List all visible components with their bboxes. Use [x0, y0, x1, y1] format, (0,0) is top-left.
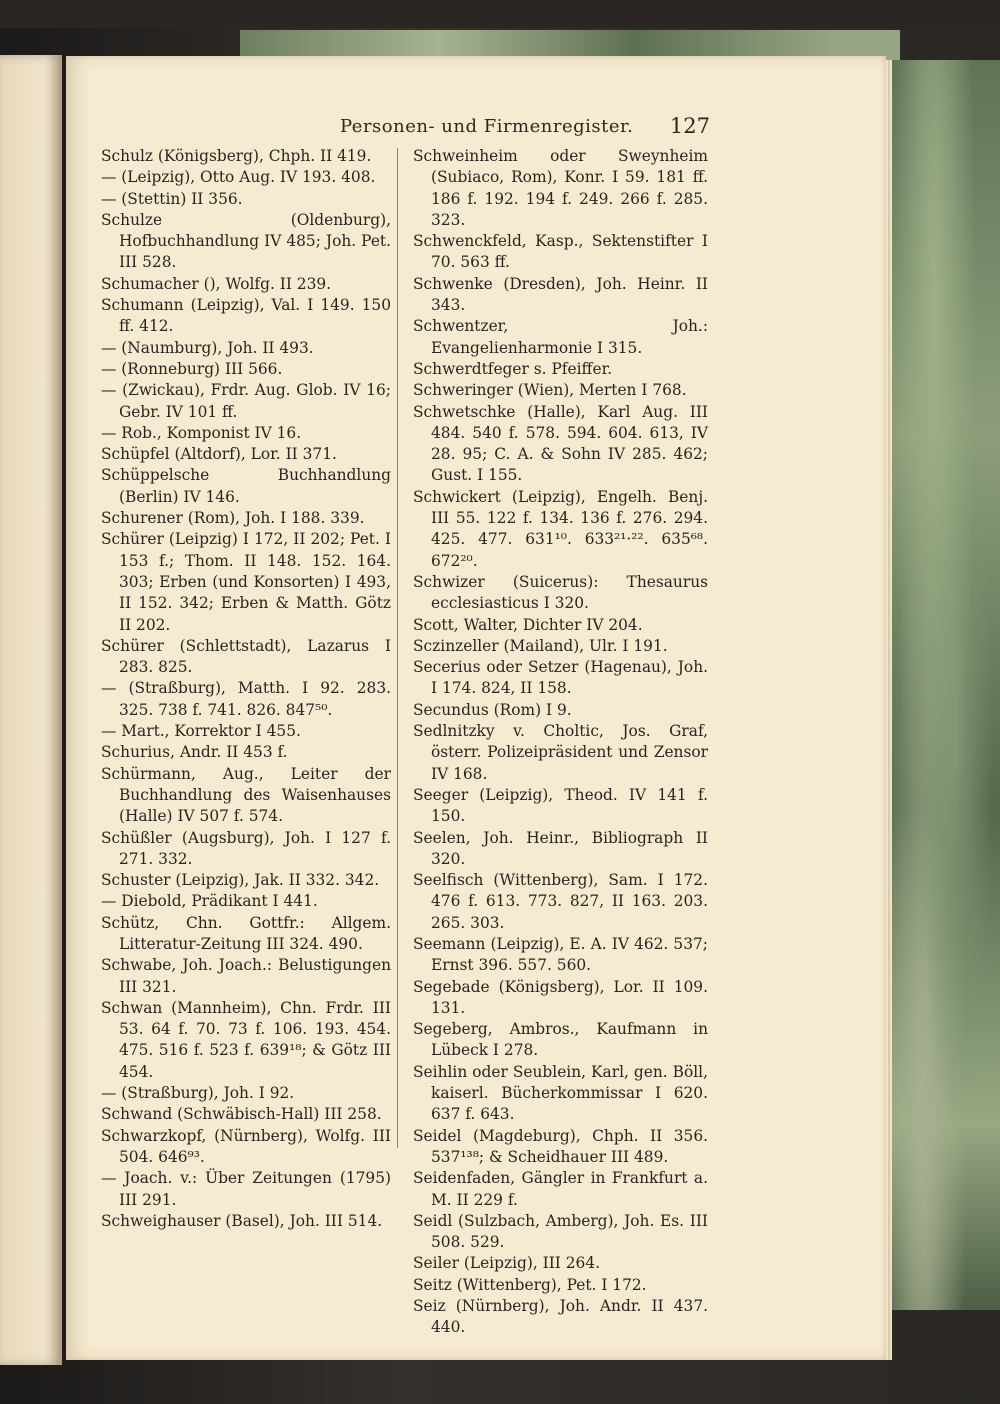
register-entry: — (Stettin) II 356. — [101, 189, 243, 208]
register-entry: Schüppelsche Buchhandlung (Berlin) IV 146. — [101, 466, 391, 506]
register-entry: Schweighauser (Basel), Joh. III 514. — [101, 1211, 383, 1230]
running-head: Personen- und Firmenregister. — [340, 116, 634, 137]
register-column-left — [101, 146, 391, 1232]
register-entry: Seitz (Wittenberg), Pet. I 172. — [413, 1275, 647, 1294]
register-entry: Segebade (Königsberg), Lor. II 109. 131. — [413, 977, 708, 1017]
register-entry: Schwand (Schwäbisch-Hall) III 258. — [101, 1105, 382, 1124]
register-entry: Schürmann, Aug., Leiter der Buchhandlung des Waisenhauses (Halle) IV 507 f. 574. — [101, 764, 391, 826]
register-entry: Schürer (Schlettstadt), Lazarus I 283. 825. — [101, 636, 391, 677]
register-entry: Schwerdtfeger s. Pfeiffer. — [413, 359, 613, 378]
marbled-endpaper-right — [890, 60, 1000, 1310]
register-entry: Schumann (Leipzig), Val. I 149. 150 ff. 412. — [101, 296, 391, 336]
register-entry: Seidenfaden, Gängler in Frankfurt a. M. II 229 f. — [413, 1169, 708, 1209]
page-number: 127 — [669, 114, 710, 138]
register-entry: — (Leipzig), Otto Aug. IV 193. 408. — [101, 168, 376, 187]
register-entry: Schwentzer, Joh.: Evangelienharmonie I 315. — [413, 317, 708, 357]
register-entry: Seelfisch (Wittenberg), Sam. I 172. 476 f. 613. 773. 827, II 163. 203. 265. 303. — [413, 871, 708, 932]
column-divider — [397, 148, 398, 1148]
register-entry: Schuster (Leipzig), Jak. II 332. 342. — [101, 871, 380, 890]
register-column-right — [413, 146, 708, 1339]
register-entry: Schurius, Andr. II 453 f. — [101, 743, 288, 762]
register-entry: Schwenckfeld, Kasp., Sektenstifter I 70. 563 ff. — [413, 232, 708, 272]
register-entry: Seemann (Leipzig), E. A. IV 462. 537; Ernst 396. 557. 560. — [413, 934, 708, 975]
register-entry: Schweinheim oder Sweynheim (Subiaco, Rom), Konr. I 59. 181 ff. 186 f. 192. 194 f. 249. 266 f. 285. 323. — [413, 147, 708, 229]
register-entry: Schüßler (Augsburg), Joh. I 127 f. 271. 332. — [101, 828, 391, 868]
register-entry: Schwan (Mannheim), Chn. Frdr. III 53. 64 f. 70. 73 f. 106. 193. 454. 475. 516 f. 523 f. 639¹⁸; & Götz III 454. — [101, 998, 391, 1081]
register-entry: Schütz, Chn. Gottfr.: Allgem. Litteratur-Zeitung III 324. 490. — [101, 913, 391, 953]
register-entry: Schürer (Leipzig) I 172, II 202; Pet. I 153 f.; Thom. II 148. 152. 164. 303; Erben (und Konsorten) I 493, II 152. 342; Erben & Matth. Götz II 202. — [101, 530, 391, 634]
left-page-edge — [0, 55, 62, 1365]
register-entry: Seeger (Leipzig), Theod. IV 141 f. 150. — [413, 785, 708, 826]
register-entry: Secundus (Rom) I 9. — [413, 700, 572, 719]
register-entry: Seidel (Magdeburg), Chph. II 356. 537¹³⁸; & Scheidhauer III 489. — [413, 1126, 708, 1166]
register-entry: Secerius oder Setzer (Hagenau), Joh. I 174. 824, II 158. — [413, 658, 708, 698]
register-entry: Schwizer (Suicerus): Thesaurus ecclesiasticus I 320. — [413, 572, 708, 613]
register-entry: Schwetschke (Halle), Karl Aug. III 484. 540 f. 578. 594. 604. 613, IV 28. 95; C. A. & Sohn IV 285. 462; Gust. I 155. — [413, 402, 708, 485]
register-entry: Sedlnitzky v. Choltic, Jos. Graf, österr. Polizeipräsident und Zensor IV 168. — [413, 722, 708, 783]
register-entry: — (Naumburg), Joh. II 493. — [101, 338, 314, 357]
register-entry: Scott, Walter, Dichter IV 204. — [413, 615, 643, 634]
register-entry: Seiler (Leipzig), III 264. — [413, 1254, 601, 1273]
register-entry: Schulz (Königsberg), Chph. II 419. — [101, 147, 372, 165]
register-entry: Seiz (Nürnberg), Joh. Andr. II 437. 440. — [413, 1297, 708, 1337]
register-entry: — (Straßburg), Joh. I 92. — [101, 1084, 295, 1103]
register-entry: Schurener (Rom), Joh. I 188. 339. — [101, 509, 365, 528]
register-entry: — (Zwickau), Frdr. Aug. Glob. IV 16; Gebr. IV 101 ff. — [101, 381, 391, 421]
register-entry: — Mart., Korrektor I 455. — [101, 722, 301, 741]
register-entry: Seihlin oder Seublein, Karl, gen. Böll, kaiserl. Bücherkommissar I 620. 637 f. 643. — [413, 1062, 708, 1124]
register-entry: Schweringer (Wien), Merten I 768. — [413, 381, 687, 400]
register-entry: — Diebold, Prädikant I 441. — [101, 892, 318, 911]
register-entry: — Rob., Komponist IV 16. — [101, 423, 302, 442]
register-entry: Seidl (Sulzbach, Amberg), Joh. Es. III 508. 529. — [413, 1211, 708, 1252]
register-entry: Schumacher (), Wolfg. II 239. — [101, 274, 332, 293]
register-entry: — Joach. v.: Über Zeitungen (1795) III 291. — [101, 1169, 391, 1209]
register-entry: Schulze (Oldenburg), Hofbuchhandlung IV 485; Joh. Pet. III 528. — [101, 210, 391, 272]
register-entry: Schwenke (Dresden), Joh. Heinr. II 343. — [413, 274, 708, 315]
register-entry: — (Straßburg), Matth. I 92. 283. 325. 738 f. 741. 826. 847⁵⁰. — [101, 679, 391, 719]
register-entry: Segeberg, Ambros., Kaufmann in Lübeck I 278. — [413, 1020, 708, 1060]
register-entry: Seelen, Joh. Heinr., Bibliograph II 320. — [413, 828, 708, 868]
register-entry: Schüpfel (Altdorf), Lor. II 371. — [101, 445, 337, 464]
register-entry: Schwickert (Leipzig), Engelh. Benj. III 55. 122 f. 134. 136 f. 276. 294. 425. 477. 631¹⁰. 633²¹·²². 635⁶⁸. 672²⁰. — [413, 487, 708, 570]
register-entry: Schwarzkopf, (Nürnberg), Wolfg. III 504. 646⁹³. — [101, 1126, 391, 1166]
register-entry: Sczinzeller (Mailand), Ulr. I 191. — [413, 636, 668, 655]
register-entry: Schwabe, Joh. Joach.: Belustigungen III 321. — [101, 956, 391, 996]
register-entry: — (Ronneburg) III 566. — [101, 359, 283, 378]
